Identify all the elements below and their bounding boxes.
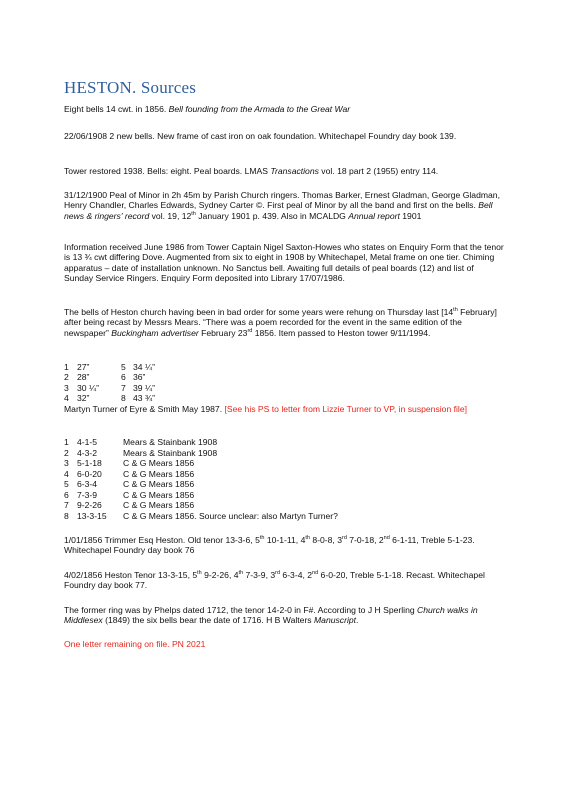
paragraph-bell-founding: Eight bells 14 cwt. in 1856. Bell founding from the Armada to the Great War bbox=[64, 104, 351, 114]
list-item: 1 4-1-5 Mears & Stainbank 1908 bbox=[64, 437, 218, 447]
list-item: 6 7-3-9 C & G Mears 1856 bbox=[64, 489, 195, 500]
bell-diameter-list bbox=[64, 362, 264, 403]
list-item: 1 27” 5 34 ¼” bbox=[64, 362, 155, 372]
paragraph-letter-on-file: One letter remaining on file. PN 2021 bbox=[64, 639, 206, 649]
list-item: 2 28” 6 36” bbox=[64, 372, 146, 383]
list-item: 4 32” 8 43 ¾” bbox=[64, 392, 155, 403]
paragraph-enquiry-form: Information received June 1986 from Tower Captain Nigel Saxton-Howes who states on Enquiry Form that the tenor is 13 ¾ cwt differing Dove. Augmented from six to eight in 1908 by Whitechapel, Metal frame on one tier. Chiming apparatus – date of installation unknown. No Sanctus bell. Awaiting full details of peal boards (12) and list of Sunday Service Ringers. Enquiry Form deposited into Library 17/07/1986. bbox=[64, 242, 504, 283]
list-item: 8 13-3-15 C & G Mears 1856. Source unclear: also Martyn Turner? bbox=[64, 510, 338, 521]
page-title: HESTON. Sources bbox=[64, 78, 197, 97]
list-item: 2 4-3-2 Mears & Stainbank 1908 bbox=[64, 447, 218, 458]
bell-weight-list bbox=[64, 437, 504, 521]
list-item: 3 30 ¼” 7 39 ¼” bbox=[64, 382, 155, 393]
paragraph-heston-tenor-1856: 4/02/1856 Heston Tenor 13-3-15, 5th 9-2-26, 4th 7-3-9, 3rd 6-3-4, 2nd 6-0-20, Treble 5-1-18. Recast. Whitechapel Foundry day book 77. bbox=[64, 570, 485, 591]
list-item: 5 6-3-4 C & G Mears 1856 bbox=[64, 479, 195, 489]
paragraph-tower-restored: Tower restored 1938. Bells: eight. Peal boards. LMAS Transactions vol. 18 part 2 (1955) entry 114. bbox=[64, 166, 439, 176]
paragraph-bells-rehung: The bells of Heston church having been in bad order for some years were rehung on Thursday last [14th February] after being recast by Messrs Mears. “There was a poem recorded for the event in the same edition of the newspaper” Buckingham advertiser February 23rd 1856. Item passed to Heston tower 9/11/1994. bbox=[64, 307, 497, 338]
list-item: 3 5-1-18 C & G Mears 1856 bbox=[64, 458, 195, 468]
list-item: 7 9-2-26 C & G Mears 1856 bbox=[64, 500, 195, 510]
paragraph-peal-of-minor: 31/12/1900 Peal of Minor in 2h 45m by Parish Church ringers. Thomas Barker, Ernest Gladman, George Gladman, Henry Chandler, Charles Edwards, Sydney Carter ©. First peal of Minor by all the band and first on the bells. Bell news & ringers' record vol. 19, 12th January 1901 p. 439. Also in MCALDG Annual report 1901 bbox=[64, 190, 500, 221]
list-item: 4 6-0-20 C & G Mears 1856 bbox=[64, 468, 195, 479]
paragraph-new-bells-1908: 22/06/1908 2 new bells. New frame of cast iron on oak foundation. Whitechapel Foundry day book 139. bbox=[64, 131, 457, 141]
paragraph-martyn-turner: Martyn Turner of Eyre & Smith May 1987. [See his PS to letter from Lizzie Turner to VP, in suspension file] bbox=[64, 404, 467, 414]
paragraph-trimmer-1856: 1/01/1856 Trimmer Esq Heston. Old tenor 13-3-6, 5th 10-1-11, 4th 8-0-8, 3rd 7-0-18, 2nd 6-1-11, Treble 5-1-23. Whitechapel Foundry day book 76 bbox=[64, 535, 475, 556]
paragraph-former-ring: The former ring was by Phelps dated 1712, the tenor 14-2-0 in F#. According to J H Sperling Church walks in Middlesex (1849) the six bells bear the date of 1716. H B Walters Manuscript. bbox=[64, 605, 478, 626]
